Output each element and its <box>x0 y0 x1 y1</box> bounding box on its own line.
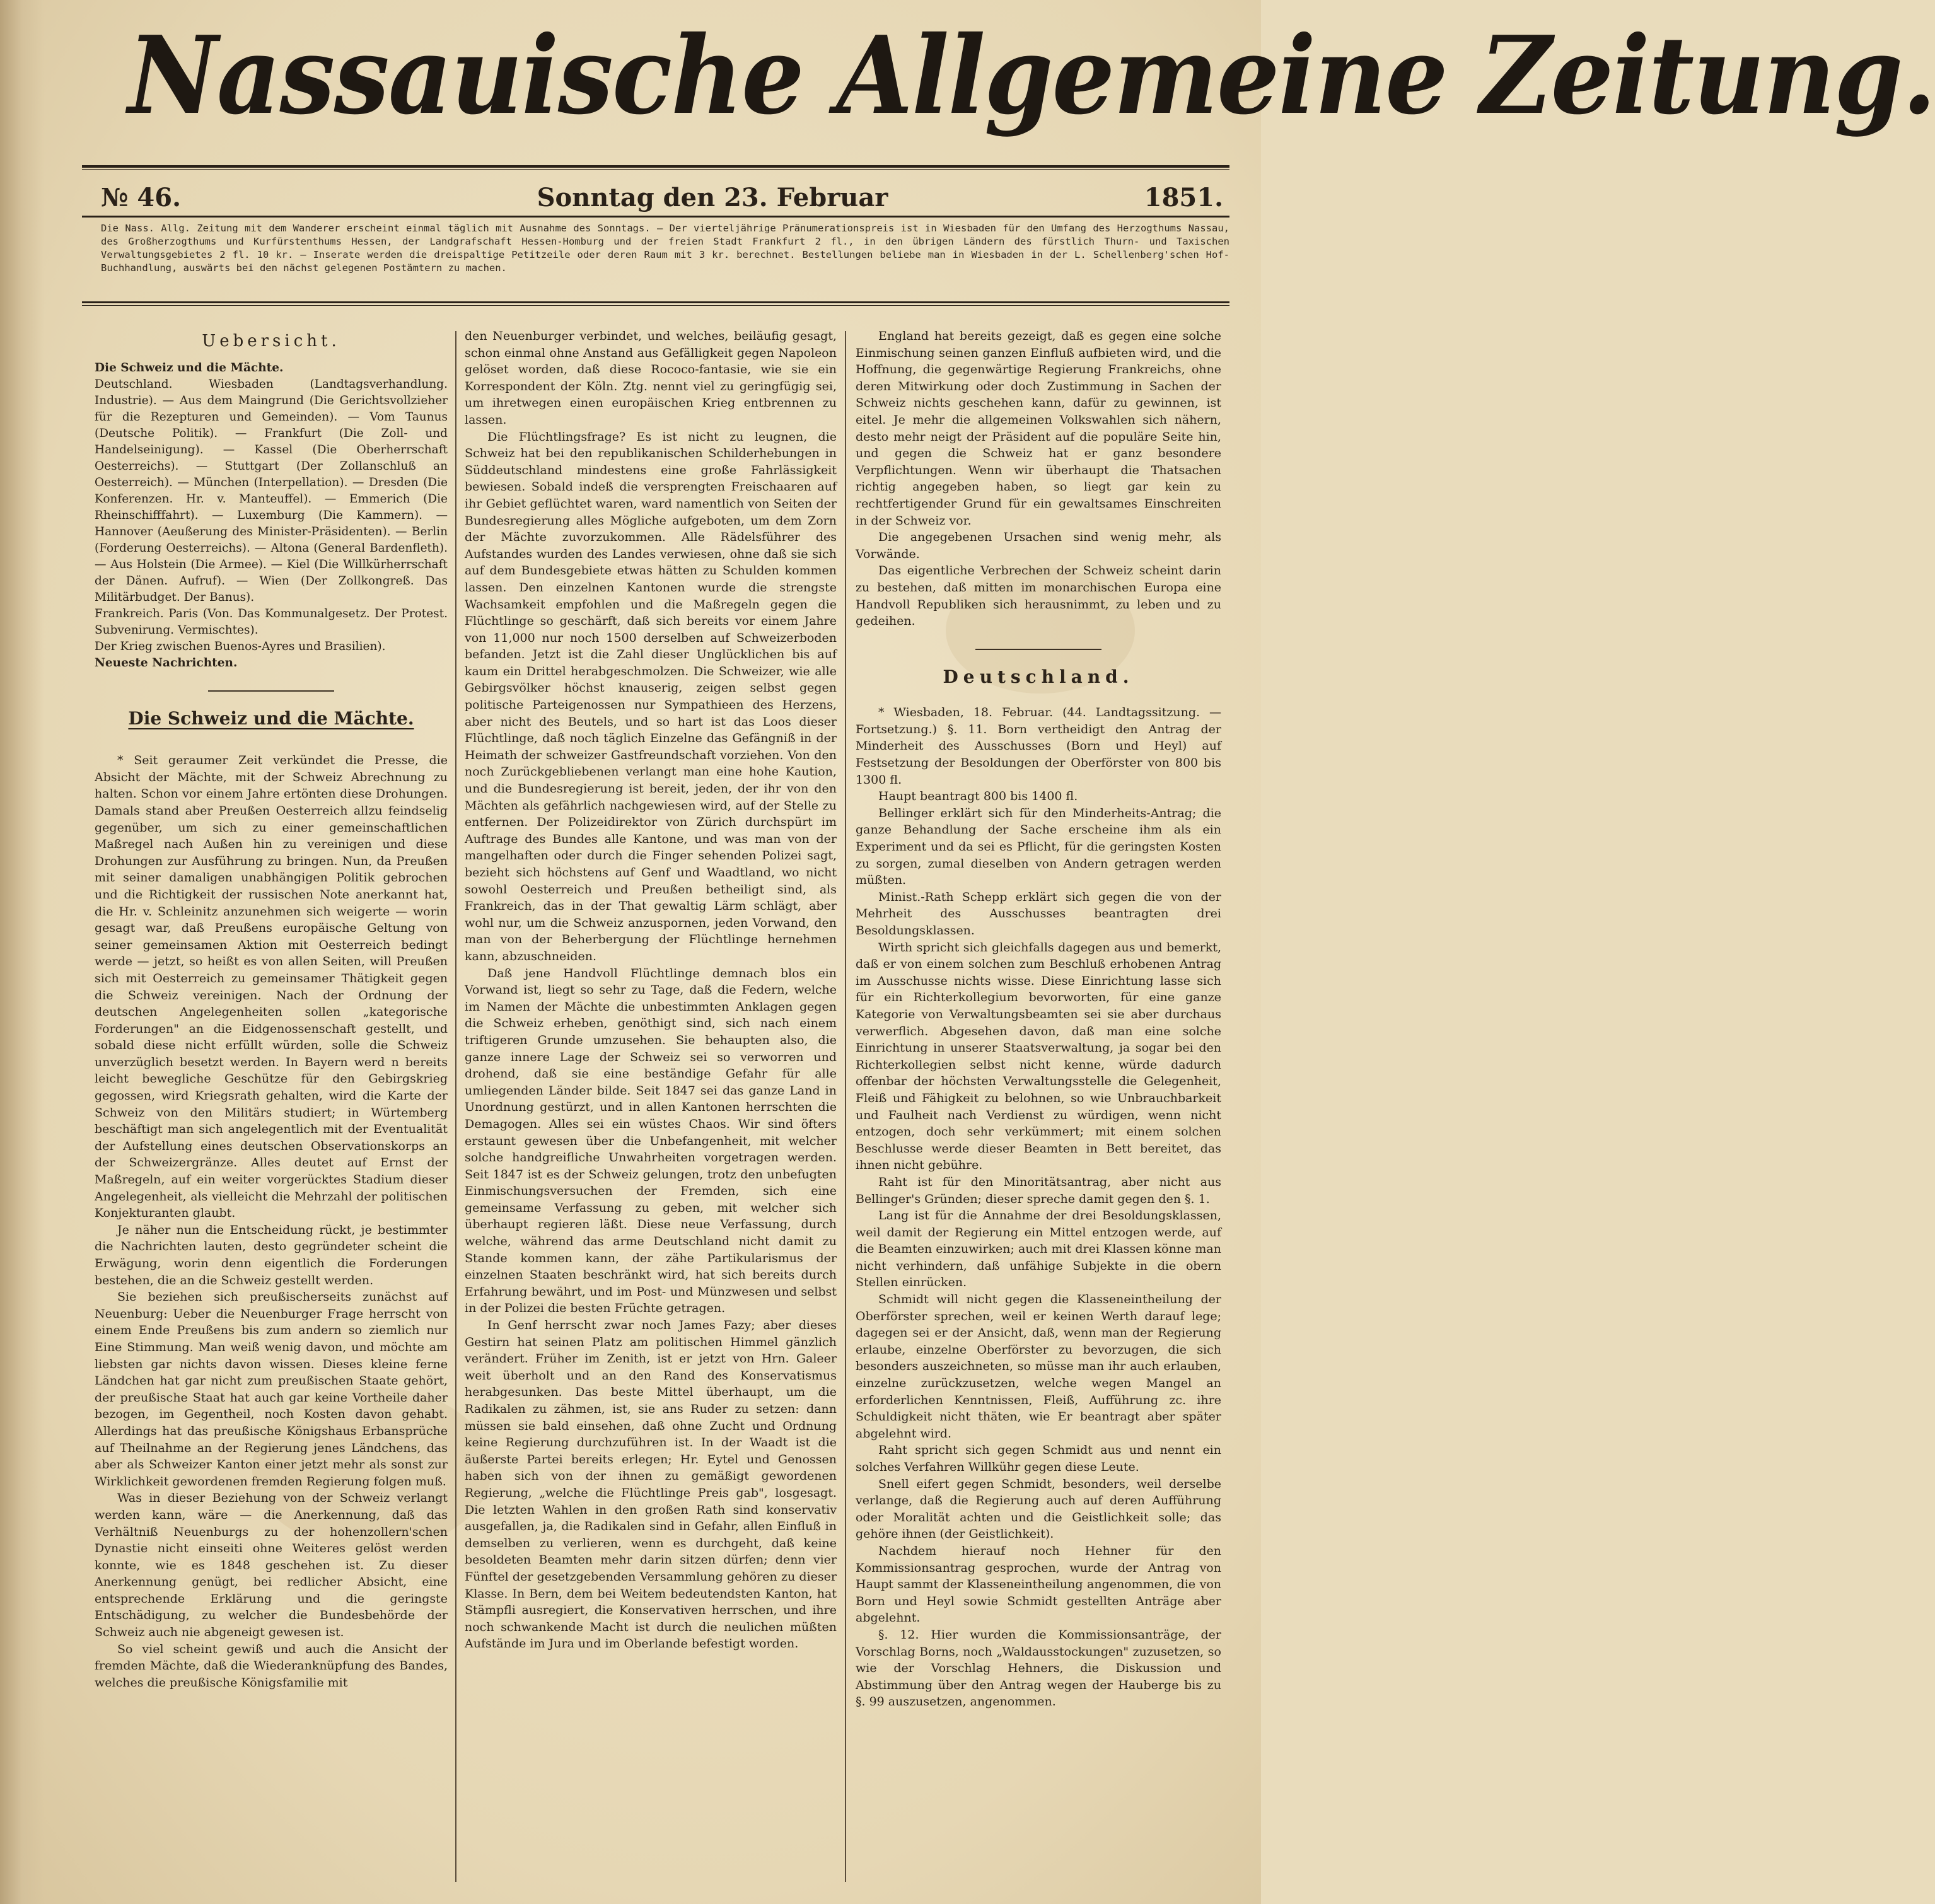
masthead-title: Nassauische Allgemeine Zeitung. <box>127 13 1935 139</box>
column-2 <box>465 328 837 1885</box>
subscription-notice: Die Nass. Allg. Zeitung mit dem Wanderer erscheint einmal täglich mit Ausnahme des Sonntags. — Der vierteljährige Pränumerationspreis ist in Wiesbaden für den Umfang des Herzogthums Nassau, des Großherzogthums und Kurfürstenthums Hessen, der Landgrafschaft Hessen-Homburg und der freien Stadt Frankfurt 2 fl., in den übrigen Ländern des fürstlich Thurn- und Taxischen Verwaltungsgebietes 2 fl. 10 kr. — Inserate werden die dreispaltige Petitzeile oder deren Raum mit 3 kr. berechnet. Bestellungen beliebe man in Wiesbaden in der L. Schellenberg'schen Hof-Buchhandlung, auswärts bei den nächst gelegenen Postämtern zu machen. <box>101 223 1229 274</box>
article-title: Die Schweiz und die Mächte. <box>128 707 414 729</box>
article-paragraph: Bellinger erklärt sich für den Minderheits-Antrag; die ganze Behandlung der Sache erscheine ihm als ein Experiment und da sei es Pflicht, für die geringsten Kosten zu sorgen, zumal dieselben von Andern getragen werden müßten. <box>856 806 1221 888</box>
article-paragraph: Raht spricht sich gegen Schmidt aus und nennt ein solches Verfahren Willkühr gegen diese Leute. <box>856 1443 1221 1474</box>
column-divider-1 <box>455 331 456 1882</box>
masthead-rule-top-thin <box>82 169 1229 170</box>
column-divider-2 <box>845 331 846 1882</box>
dateline-rule <box>82 216 1229 218</box>
issue-date: Sonntag den 23. Februar <box>537 183 888 212</box>
article-paragraph: Lang ist für die Annahme der drei Besoldungsklassen, weil damit der Regierung ein Mittel entzogen werde, auf die Beamten einzuwirken; auch mit drei Klassen könne man nicht verhindern, daß unfähige Subjekte in die obern Stellen einrücken. <box>856 1209 1221 1290</box>
article-paragraph: Snell eifert gegen Schmidt, besonders, weil derselbe verlange, daß die Regierung auch auf deren Aufführung oder Moralität achten und die Geistlichkeit solle; das gehöre ihnen (der Geistlichkeit). <box>856 1477 1221 1541</box>
notice-rule <box>82 301 1229 303</box>
section-rule <box>975 649 1101 650</box>
dateline <box>82 177 1229 221</box>
column-3 <box>856 328 1221 1885</box>
overview-heading: Uebersicht. <box>202 332 340 351</box>
article-paragraph: Die Flüchtlingsfrage? Es ist nicht zu leugnen, die Schweiz hat bei den republikanischen Schilderhebungen in Süddeutschland mindestens eine große Fahrlässigkeit bewiesen. Sobald indeß die versprengten Freischaaren auf ihr Gebiet geflüchtet waren, ward namentlich von Seiten der Bundesregierung alles Mögliche aufgeboten, um dem Zorn der Mächte zuvorzukommen. Alle Rädelsführer des Aufstandes wurden des Landes verwiesen, ohne daß sie sich auf dem Bundesgebiete etwas hätten zu Schulden kommen lassen. Den einzelnen Kantonen wurde die strengste Wachsamkeit empfohlen und die Maßregeln gegen die Flüchtlinge so geschärft, daß sich bereits vor einem Jahre von 11,000 nur noch 1500 derselben auf Schweizerboden befanden. Jetzt ist die Zahl dieser Unglücklichen bis auf kaum ein Drittel herabgeschmolzen. Die Schweizer, wie alle Gebirgsvölker höchst knauserig, zeigen selbst gegen politische Parteigenossen nur Sympathieen des Herzens, aber nicht des Beutels, und so hart ist das Loos dieser Flüchtlinge, daß noch täglich Einzelne das Gefängniß in der Heimath der schweizer Gastfreundschaft vorziehen. Von den noch Zurückgebliebenen verlangt man eine hohe Kaution, und die Bundesregierung ist bereit, jeden, der ihr von den Mächten als gefährlich nachgewiesen wird, auf der Stelle zu entfernen. Der Polizeidirektor von Zürich durchspürt im Auftrage des Bundes alle Kantone, und was man von der mangelhaften oder durch die Finger sehenden Polizei sagt, bezieht sich höchstens auf Genf und Waadtland, wo nicht sowohl Oesterreich und Preußen betheiligt sind, als Frankreich, das in der That gewaltig Lärm schlägt, aber wohl nur, um die Schweiz anzuspornen, jeden Vorwand, den man von der Beherbergung der Flüchtlinge hernehmen kann, abzuschneiden. <box>465 429 837 963</box>
article-paragraph: England hat bereits gezeigt, daß es gegen eine solche Einmischung seinen ganzen Einfluß aufbieten wird, und die Hoffnung, die gegenwärtige Regierung Frankreichs, ohne deren Mitwirkung oder doch Zustimmung in Sachen der Schweiz nichts geschehen kann, dafür zu gewinnen, ist eitel. Je mehr die allgemeinen Volkswahlen sich nähern, desto mehr neigt der Präsident auf die populäre Seite hin, und gegen die Schweiz hat er ganz besondere Verpflichtungen. Wenn wir überhaupt die Thatsachen richtig angegeben haben, so liegt gar kein zu rechtfertigender Grund für ein gewaltsames Einschreiten in der Schweiz vor. <box>856 329 1221 528</box>
overview-item: Frankreich. Paris (Von. Das Kommunalgesetz. Der Protest. Subvenirung. Vermischtes). <box>95 607 448 637</box>
article-paragraph: Minist.-Rath Schepp erklärt sich gegen die von der Mehrheit des Ausschusses beantragten drei Besoldungsklassen. <box>856 890 1221 937</box>
article-paragraph: Raht ist für den Minoritätsantrag, aber nicht aus Bellinger's Gründen; dieser spreche damit gegen den §. 1. <box>856 1175 1221 1206</box>
notice-rule-thin <box>82 305 1229 306</box>
article-paragraph: den Neuenburger verbindet, und welches, beiläufig gesagt, schon einmal ohne Anstand aus Gefälligkeit gegen Napoleon gelöset worden, daß diese Rococo-fantasie, wie sie ein Korrespondent der Köln. Ztg. nennt viel zu geringfügig sei, um ihretwegen einen europäischen Krieg entbrennen zu lassen. <box>465 329 837 427</box>
article-paragraph: In Genf herrscht zwar noch James Fazy; aber dieses Gestirn hat seinen Platz am politischen Himmel gänzlich verändert. Früher im Zenith, ist er jetzt von Hrn. Galeer weit überholt und an den Rand des Konservatismus herabgesunken. Das beste Mittel überhaupt, um die Radikalen zu zähmen, ist, sie ans Ruder zu setzen: dann müssen sie bald einsehen, daß ohne Zucht und Ordnung keine Regierung durchzuführen ist. In der Waadt ist die äußerste Partei bereits erlegen; Hr. Eytel und Genossen haben sich von der ihnen zu gemäßigt gewordenen Regierung, „welche die Flüchtlinge Preis gab", losgesagt. Die letzten Wahlen in den großen Rath sind konservativ ausgefallen, ja, die Radikalen sind in Gefahr, allen Einfluß in demselben zu verlieren, wenn es durchgeht, daß keine besoldeten Beamten mehr darin sitzen dürfen; denn vier Fünftel der gesetzgebenden Versammlung gehören zu dieser Klasse. In Bern, dem bei Weitem bedeutendsten Kanton, hat Stämpfli ausregiert, die Konservativen herrschen, und ihre noch schwankende Macht ist durch die neulichen müßten Aufstände im Jura und im Oberlande befestigt worden. <box>465 1318 837 1651</box>
article-paragraph: Sie beziehen sich preußischerseits zunächst auf Neuenburg: Ueber die Neuenburger Frage herrscht von einem Ende Preußens bis zum andern so ziemlich nur Eine Stimmung. Man weiß wenig davon, und möchte am liebsten gar nichts davon wissen. Dieses kleine ferne Ländchen hat gar nicht zum preußischen Staate gehört, der preußische Staat hat auch gar keine Vortheile daher bezogen, im Gegentheil, noch Kosten davon gehabt. Allerdings hat das preußische Königshaus Erbansprüche auf Theilnahme an der Regierung jenes Ländchens, das aber als Schweizer Kanton einer jetzt mehr als sonst zur Wirklichkeit gewordenen fremden Regierung folgen muß. <box>95 1290 448 1489</box>
overview-item: Der Krieg zwischen Buenos-Ayres und Brasilien). <box>95 639 386 653</box>
overview-item: Deutschland. Wiesbaden (Landtagsverhandlung. Industrie). — Aus dem Maingrund (Die Gerichtsvollzieher für die Rezepturen und Gemeinden). — Vom Taunus (Deutsche Politik). — Frankfurt (Die Zoll- und Handelseinigung). — Kassel (Die Oberherrschaft Oesterreichs). — Stuttgart (Der Zollanschluß an Oesterreich). — München (Interpellation). — Dresden (Die Konferenzen. Hr. v. Manteuffel). — Emmerich (Die Rheinschifffahrt). — Luxemburg (Die Kammern). — Hannover (Aeußerung des Minister-Präsidenten). — Berlin (Forderung Oesterreichs). — Altona (General Bardenfleth). — Aus Holstein (Die Armee). — Kiel (Die Willkürherrschaft der Dänen. Aufruf). — Wien (Der Zollkongreß. Das Militärbudget. Der Banus). <box>95 377 448 604</box>
article-paragraph: Daß jene Handvoll Flüchtlinge demnach blos ein Vorwand ist, liegt so sehr zu Tage, daß die Federn, welche im Namen der Mächte die unbestimmten Anklagen gegen die Schweiz erheben, genöthigt sind, sich nach einem triftigeren Grunde umzusehen. Sie behaupten also, die ganze innere Lage der Schweiz sei so verworren und drohend, daß sie eine beständige Gefahr für alle umliegenden Länder bilde. Seit 1847 sei das ganze Land in Unordnung gestürzt, und in allen Kantonen herrschten die Demagogen. Alles sei ein wüstes Chaos. Wir sind öfters erstaunt gewesen über die Unbefangenheit, mit welcher solche handgreifliche Unwahrheiten vorgetragen werden. Seit 1847 ist es der Schweiz gelungen, trotz den unbefugten Einmischungsversuchen der Fremden, sich eine gemeinsame Verfassung zu geben, mit welcher sich überhaupt regieren läßt. Diese neue Verfassung, durch welche, während das arme Deutschland nicht damit zu Stande kommen kann, der zähe Partikularismus der einzelnen Staaten beschränkt wird, hat sich bereits durch Erfahrung bewährt, und im Post- und Münzwesen und selbst in der Polizei die besten Früchte getragen. <box>465 966 837 1316</box>
section-rule <box>208 690 334 692</box>
article-paragraph: Nachdem hierauf noch Hehner für den Kommissionsantrag gesprochen, wurde der Antrag von Haupt sammt der Klasseneintheilung angenommen, die von Born und Heyl sowie Schmidt gestellten Anträge aber abgelehnt. <box>856 1543 1221 1625</box>
section-title-deutschland: Deutschland. <box>943 666 1134 687</box>
masthead-rule-top <box>82 165 1229 168</box>
article-paragraph: * Seit geraumer Zeit verkündet die Presse, die Absicht der Mächte, mit der Schweiz Abrechnung zu halten. Schon vor einem Jahre ertönten diese Drohungen. Damals stand aber Preußen Oesterreich allzu feindselig gegenüber, um sich zu einer gemeinschaftlichen Maßregel nach Außen hin zu vereinigen und diese Drohungen zur Ausführung zu bringen. Nun, da Preußen mit seiner damaligen unabhängigen Politik gebrochen und die Richtigkeit der russischen Note anerkannt hat, die Hr. v. Schleinitz anzunehmen sich weigerte — worin gesagt war, daß Preußens europäische Geltung von seiner gemeinsamen Aktion mit Oesterreich bedingt werde — jetzt, so heißt es von allen Seiten, will Preußen sich mit Oesterreich zu gemeinsamer Thätigkeit gegen die Schweiz vereinigen. Nach der Ordnung der deutschen Angelegenheiten sollen „kategorische Forderungen" an die Eidgenossenschaft gestellt, und sobald diese nicht erfüllt würden, solle die Schweiz unverzüglich besetzt werden. In Bayern werd n bereits leicht bewegliche Geschütze für den Gebirgskrieg gegossen, wird Kriegsrath gehalten, wird die Karte der Schweiz von den Militärs studiert; in Würtemberg beschäftigt man sich angelegentlich mit der Eventualität der Aufstellung eines deutschen Observationskorps an der Schweizergränze. Alles deutet auf Ernst der Maßregeln, auf ein weiter vorgerücktes Stadium dieser Angelegenheit, als vielleicht die Mehrzahl der politischen Konjekturanten glaubt. <box>95 753 448 1221</box>
article-paragraph: Die angegebenen Ursachen sind wenig mehr, als Vorwände. <box>856 530 1221 561</box>
issue-year: 1851. <box>1144 183 1223 212</box>
article-paragraph: Je näher nun die Entscheidung rückt, je bestimmter die Nachrichten lauten, desto gegründeter scheint die Erwägung, worin denn eigentlich die Forderungen bestehen, die an die Schweiz gestellt werden. <box>95 1222 448 1287</box>
article-paragraph: §. 12. Hier wurden die Kommissionsanträge, der Vorschlag Borns, noch „Waldausstockungen" zuzusetzen, so wie der Vorschlag Hehners, die Diskussion und Abstimmung über den Antrag wegen der Hauberge bis zu §. 99 auszusetzen, angenommen. <box>856 1627 1221 1709</box>
article-paragraph: Wirth spricht sich gleichfalls dagegen aus und bemerkt, daß er von einem solchen zum Beschluß erhobenen Antrag im Ausschusse nichts wisse. Diese Einrichtung lasse sich für ein Richterkollegium bevorworten, für eine ganze Kategorie von Verwaltungsbeamten sei sie aber durchaus verwerflich. Abgesehen davon, daß man eine solche Einrichtung in unserer Staatsverwaltung, ja sogar bei den Richterkollegien selbst nicht kenne, würde dadurch offenbar der höchsten Verwaltungsstelle die Gelegenheit, Fleiß und Fähigkeit zu belohnen, so wie Unbrauchbarkeit und Faulheit nach Verdienst zu würdigen, wenn nicht entzogen, doch sehr verkümmert; mit einem solchen Beschlusse werde dieser Beamten in Bett bereitet, das ihnen nicht gebühre. <box>856 940 1221 1173</box>
article-paragraph: Das eigentliche Verbrechen der Schweiz scheint darin zu bestehen, daß mitten im monarchischen Europa eine Handvoll Republiken sich herausnimmt, zu leben und zu gedeihen. <box>856 564 1221 629</box>
column-1 <box>95 328 448 1885</box>
issue-number: № 46. <box>101 183 181 212</box>
article-paragraph: So viel scheint gewiß und auch die Ansicht der fremden Mächte, daß die Wiederanknüpfung des Bandes, welches die preußische Königsfamilie mit <box>95 1642 448 1690</box>
article-paragraph: * Wiesbaden, 18. Februar. (44. Landtagssitzung. — Fortsetzung.) §. 11. Born vertheidigt den Antrag der Minderheit des Ausschusses (Born und Heyl) auf Festsetzung der Besoldungen der Oberförster von 800 bis 1300 fl. <box>856 705 1221 787</box>
article-paragraph: Haupt beantragt 800 bis 1400 fl. <box>878 789 1078 804</box>
overview-item: Neueste Nachrichten. <box>95 656 238 670</box>
overview-list <box>95 360 448 671</box>
article-paragraph: Was in dieser Beziehung von der Schweiz verlangt werden kann, wäre — die Anerkennung, daß das Verhältniß Neuenburgs zu der hohenzollern'schen Dynastie nicht einseiti ohne Weiteres gelöst werden konnte, wie es 1848 geschehen ist. Zu dieser Anerkennung genügt, bei redlicher Absicht, eine entsprechende Erklärung und die geringste Entschädigung, zu welcher die Bundesbehörde der Schweiz auch nie abgeneigt gewesen ist. <box>95 1491 448 1640</box>
article-paragraph: Schmidt will nicht gegen die Klasseneintheilung der Oberförster sprechen, weil er keinen Werth darauf lege; dagegen sei er der Ansicht, daß, wenn man der Regierung erlaube, einzelne Oberförster zu bevorzugen, die sich besonders auszeichneten, so müsse man ihr auch erlauben, einzelne zurückzusetzen, welche wegen Mangel an erforderlichen Kenntnissen, Fleiß, Aufführung zc. ihre Schuldigkeit nicht thäten, wie Er beantragt aber später abgelehnt wird. <box>856 1292 1221 1441</box>
overview-item: Die Schweiz und die Mächte. <box>95 361 284 374</box>
